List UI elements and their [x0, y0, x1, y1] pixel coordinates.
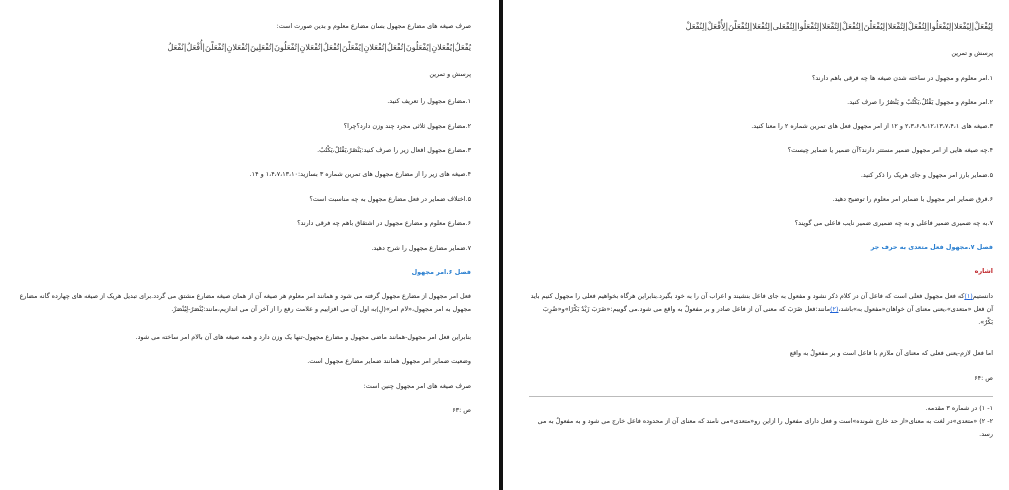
question-item: ۵.اختلاف ضمایر در فعل مضارع مجهول به چه مناسبت است؟	[309, 195, 471, 203]
paragraph: فعل امر مجهول از مضارع مجهول گرفته می شود و همانند امر معلوم هر صیغه آن از همان صیغه مضارع مشتق می گردد.برای تبدیل هریک از صیغه های چهارده گانه مضارع مجهول به امر مجهول،«لام امر»(لِ)به اول آن می افزاییم و علامت رفع را از آخر آن می اندازیم،مانند:یُنْصَرُ-لِیُنْصَرْ.	[19, 292, 471, 313]
footnote-ref[interactable]: (۲)	[830, 305, 839, 313]
footnote: ۱- ۱) در شماره ۳ مقدمه.	[925, 404, 993, 412]
footnote-rule	[529, 396, 993, 397]
subtitle: اشاره	[974, 267, 993, 275]
page-divider	[499, 0, 503, 490]
footnote-ref[interactable]: (۱)	[964, 292, 973, 300]
conjugation-line: یُفْعَلُ|یُفْعَلانِ|یُفْعَلُونَ|تُفْعَلُ|تُفْعَلانِ|یُفْعَلْنَ|تُفْعَلُ|تُفْعَلانِ|تُفْعَلُونَ|تُفْعَلِینَ|تُفْعَلانِ|تُفْعَلْنَ|أُفْعَلُ|نُفْعَلُ	[167, 43, 471, 52]
questions-title: پرسش و تمرین	[429, 70, 471, 78]
question-item: ۴.صیغه های زیر را از مضارع مجهول های تمرین شماره ۳ بسازید:۱،۴،۷،۱۳،۱۰ و ۱۴.	[249, 170, 471, 178]
left-page	[0, 0, 497, 490]
question-item: ۲.امر معلوم و مجهول یَقْتُلُ،یَکْتُبُ و یَنْصُرُ را صرف کنید.	[847, 98, 993, 106]
section-title: فصل ۶.امر مجهول	[411, 268, 471, 276]
questions-title: پرسش و تمرین	[951, 49, 993, 57]
footnote: ۲- ۲) «متعدی»در لغت به معنای«از حد خارج شونده»است و فعل دارای مفعول را ازاین رو«متعدی»می نامند که معنای آن از محدوده فاعل خارج می شود و به مفعولٌ به می رسد.	[537, 417, 993, 438]
question-item: ۶.مضارع معلوم و مضارع مجهول در اشتقاق باهم چه فرقی دارند؟	[297, 219, 471, 227]
question-item: ۷.ضمایر مضارع مجهول را شرح دهید.	[371, 244, 471, 252]
question-item: ۲.مضارع مجهول ثلاثی مجرد چند وزن دارد؟چرا؟	[343, 122, 471, 130]
page-number: ص :۶۳	[452, 406, 471, 414]
section-title: فصل ۷.مجهول فعل متعدی به حرف جر	[870, 243, 993, 251]
right-page	[505, 0, 1009, 490]
paragraph: صرف صیغه های امر مجهول چنین است:	[363, 382, 471, 390]
paragraph	[529, 290, 993, 329]
conjugation-line: لِیُفْعَلْ|لِیُفْعَلا|لِیُفْعَلُوا|لِتُفْعَلْ|لِتُفْعَلا|لِیُفْعَلْنَ|لِتُفْعَلْ|لِتُفْعَلا|لِتُفْعَلُوا|لِتُفْعَلی|لِتُفْعَلا|لِتُفْعَلْنَ|لِأُفْعَلْ|لِنُفْعَلْ	[685, 22, 993, 31]
paragraph-text: مانند:فعل ضَرَبَ که معنی آن از فاعل صادر و بر مفعولٌ به واقع می شود.می گوییم:«ضَرَبَ زَیْدٌ بَکْرًا»و«ضُرِبَ بَکْرٌ».	[542, 305, 993, 326]
page-number: ص :۶۴	[974, 374, 993, 382]
question-item: ۴.چه صیغه هایی از امر مجهول ضمیر مستتر دارند؟آن ضمیر یا ضمایر چیست؟	[787, 146, 993, 154]
question-item: ۳.مضارع مجهول افعال زیر را صرف کنید:یَنْصُرُ،یَقْتُلُ،یَکْتُبُ.	[317, 146, 471, 154]
question-item: ۱.مضارع مجهول را تعریف کنید.	[387, 97, 471, 105]
paragraph-text: دانستیم	[972, 292, 993, 300]
paragraph-text: که فعل مجهول فعلی است که فاعل آن در کلام ذکر نشود و مفعول به جای فاعل بنشیند و اعراب آن را به خود بگیرد.بنابراین هرگاه بخواهیم فعلی را مجهول کنیم باید آن فعل «متعدی»،یعنی معنای آن خواهان«مفعول به»باشد،	[530, 292, 993, 313]
question-item: ۳.صیغه های ۲،۳،۶،۹،۱۲،۱۳،۷،۴،۱ و ۱۲ از امر مجهول فعل های تمرین شماره ۲ را معنا کنید.	[751, 122, 993, 130]
paragraph: بنابراین فعل امر مجهول-همانند ماضی مجهول و مضارع مجهول-تنها یک وزن دارد و همه صیغه های آن بالام امر ساخته می شود.	[135, 333, 471, 341]
intro-text: صرف صیغه های مضارع مجهول بسان مضارع معلوم و بدین صورت است:	[276, 22, 471, 30]
paragraph: وضعیت ضمایر امر مجهول همانند ضمایر مضارع مجهول است.	[307, 357, 471, 365]
question-item: ۷.به چه ضمیری ضمیر فاعلی و به چه ضمیری ضمیر نایب فاعلی می گویند؟	[794, 219, 993, 227]
paragraph: اما فعل لازم-یعنی فعلی که معنای آن ملازم با فاعل است و بر مفعولٌ به واقع	[789, 349, 993, 357]
question-item: ۱.امر معلوم و مجهول در ساخته شدن صیغه ها چه فرقی باهم دارند؟	[811, 74, 993, 82]
question-item: ۶.فرق ضمایر امر مجهول با ضمایر امر معلوم را توضیح دهید.	[832, 195, 993, 203]
question-item: ۵.ضمایر بارز امر مجهول و جای هریک را ذکر کنید.	[860, 171, 993, 179]
